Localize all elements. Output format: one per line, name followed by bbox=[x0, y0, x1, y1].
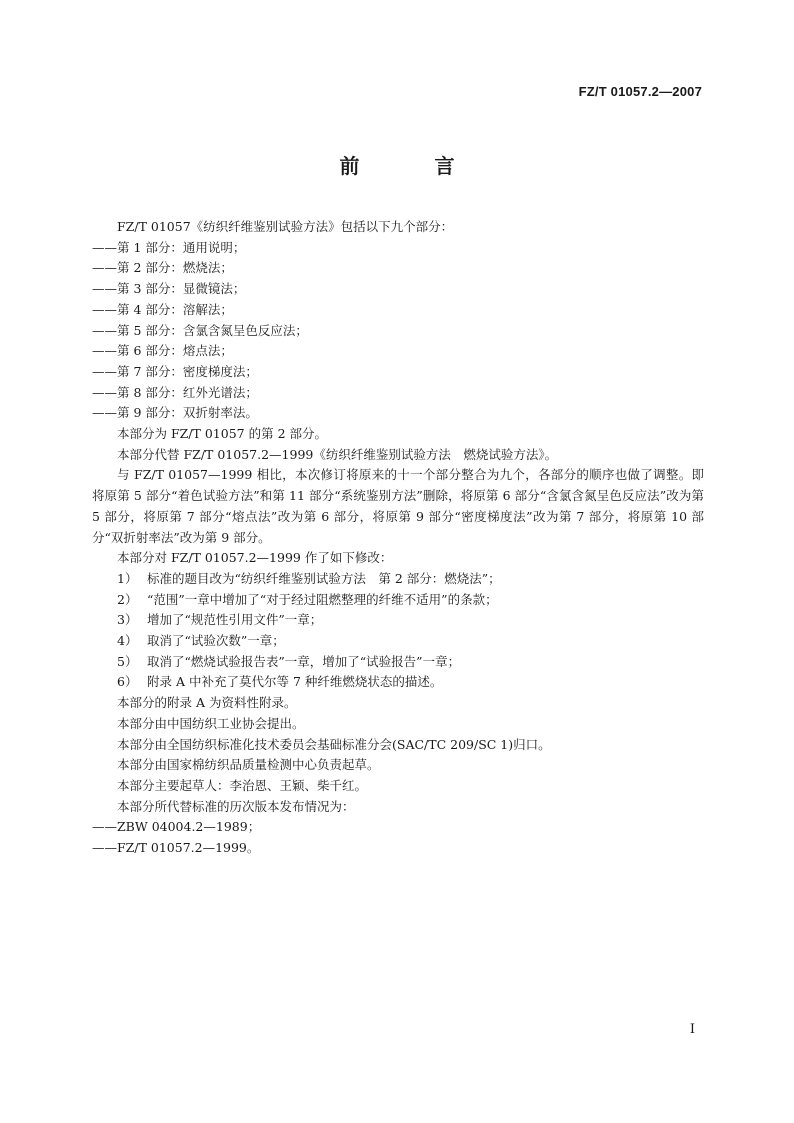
part-item: ——第 2 部分：燃烧法； bbox=[92, 260, 233, 276]
change-number: 2） bbox=[117, 591, 138, 607]
foreword-body bbox=[92, 217, 704, 859]
parts-list bbox=[92, 238, 704, 424]
page-number: I bbox=[689, 1022, 695, 1037]
part-item: ——第 9 部分：双折射率法。 bbox=[92, 405, 258, 421]
part-item: ——第 3 部分：显微镜法； bbox=[92, 281, 246, 297]
statement-line: 本部分所代替标准的历次版本发布情况为： bbox=[117, 798, 355, 814]
change-text: 标准的题目改为“纺织纤维鉴别试验方法 第 2 部分：燃烧法”； bbox=[147, 570, 501, 586]
change-item bbox=[92, 652, 704, 673]
part-item: ——第 8 部分：红外光谱法； bbox=[92, 384, 258, 400]
change-number: 3） bbox=[117, 612, 138, 628]
change-text: 取消了“试验次数”一章； bbox=[147, 633, 285, 649]
change-number: 4） bbox=[117, 633, 138, 649]
change-item bbox=[92, 569, 704, 590]
part-item: ——第 1 部分：通用说明； bbox=[92, 239, 246, 255]
change-item bbox=[92, 610, 704, 631]
change-text: 取消了“燃烧试验报告表”一章，增加了“试验报告”一章； bbox=[147, 653, 461, 669]
statement-line: 本部分由国家棉纺织品质量检测中心负责起草。 bbox=[117, 757, 380, 773]
statement-line: 本部分由全国纺织标准化技术委员会基础标准分会(SAC/TC 209/SC 1)归口。 bbox=[117, 736, 551, 752]
change-number: 6） bbox=[117, 674, 138, 690]
changes-list bbox=[92, 569, 704, 693]
change-text: 附录 A 中补充了莫代尔等 7 种纤维燃烧状态的描述。 bbox=[147, 674, 443, 690]
part-item: ——第 6 部分：熔点法； bbox=[92, 343, 233, 359]
page-title: 前 言 bbox=[339, 154, 489, 178]
standard-code: FZ/T 01057.2—2007 bbox=[578, 84, 702, 99]
history-list bbox=[92, 817, 704, 858]
change-item bbox=[92, 631, 704, 652]
statement-line: 本部分主要起草人：李治恩、王颖、柴千红。 bbox=[117, 777, 368, 793]
changes-intro-paragraph: 本部分对 FZ/T 01057.2—1999 作了如下修改： bbox=[117, 550, 393, 566]
history-item: ——FZ/T 01057.2—1999。 bbox=[92, 840, 260, 856]
statement-line: 本部分的附录 A 为资料性附录。 bbox=[117, 695, 297, 711]
history-item: ——ZBW 04004.2—1989； bbox=[92, 819, 261, 835]
statements-list bbox=[92, 693, 704, 817]
change-item bbox=[92, 672, 704, 693]
change-number: 5） bbox=[117, 653, 138, 669]
comparison-paragraph: 与 FZ/T 01057—1999 相比，本次修订将原来的十一个部分整合为九个，各部分的顺序也做了调整。即将原第 5 部分“着色试验方法”和第 11 部分“系统鉴别方法”删除，将原第 6 部分“含氯含氮呈色反应法”改为第 5 部分，将原第 7 部分“熔点法”改为第 6 部分，将原第 9 部分“密度梯度法”改为第 7 部分，将原第 10 部分“双折射率法”改为第 9 部分。 bbox=[92, 467, 704, 545]
part-item: ——第 5 部分：含氯含氮呈色反应法； bbox=[92, 322, 308, 338]
intro-paragraph: FZ/T 01057《纺织纤维鉴别试验方法》包括以下九个部分： bbox=[117, 219, 454, 234]
this-part-paragraph: 本部分为 FZ/T 01057 的第 2 部分。 bbox=[117, 426, 327, 442]
change-text: 增加了“规范性引用文件”一章； bbox=[147, 612, 323, 628]
statement-line: 本部分由中国纺织工业协会提出。 bbox=[117, 715, 305, 731]
part-item: ——第 7 部分：密度梯度法； bbox=[92, 363, 258, 379]
replaces-paragraph: 本部分代替 FZ/T 01057.2—1999《纺织纤维鉴别试验方法 燃烧试验方法》。 bbox=[117, 446, 558, 462]
change-number: 1） bbox=[117, 570, 138, 586]
part-item: ——第 4 部分：溶解法； bbox=[92, 301, 233, 317]
change-text: “范围”一章中增加了“对于经过阻燃整理的纤维不适用”的条款； bbox=[147, 591, 498, 607]
change-item bbox=[92, 590, 704, 611]
